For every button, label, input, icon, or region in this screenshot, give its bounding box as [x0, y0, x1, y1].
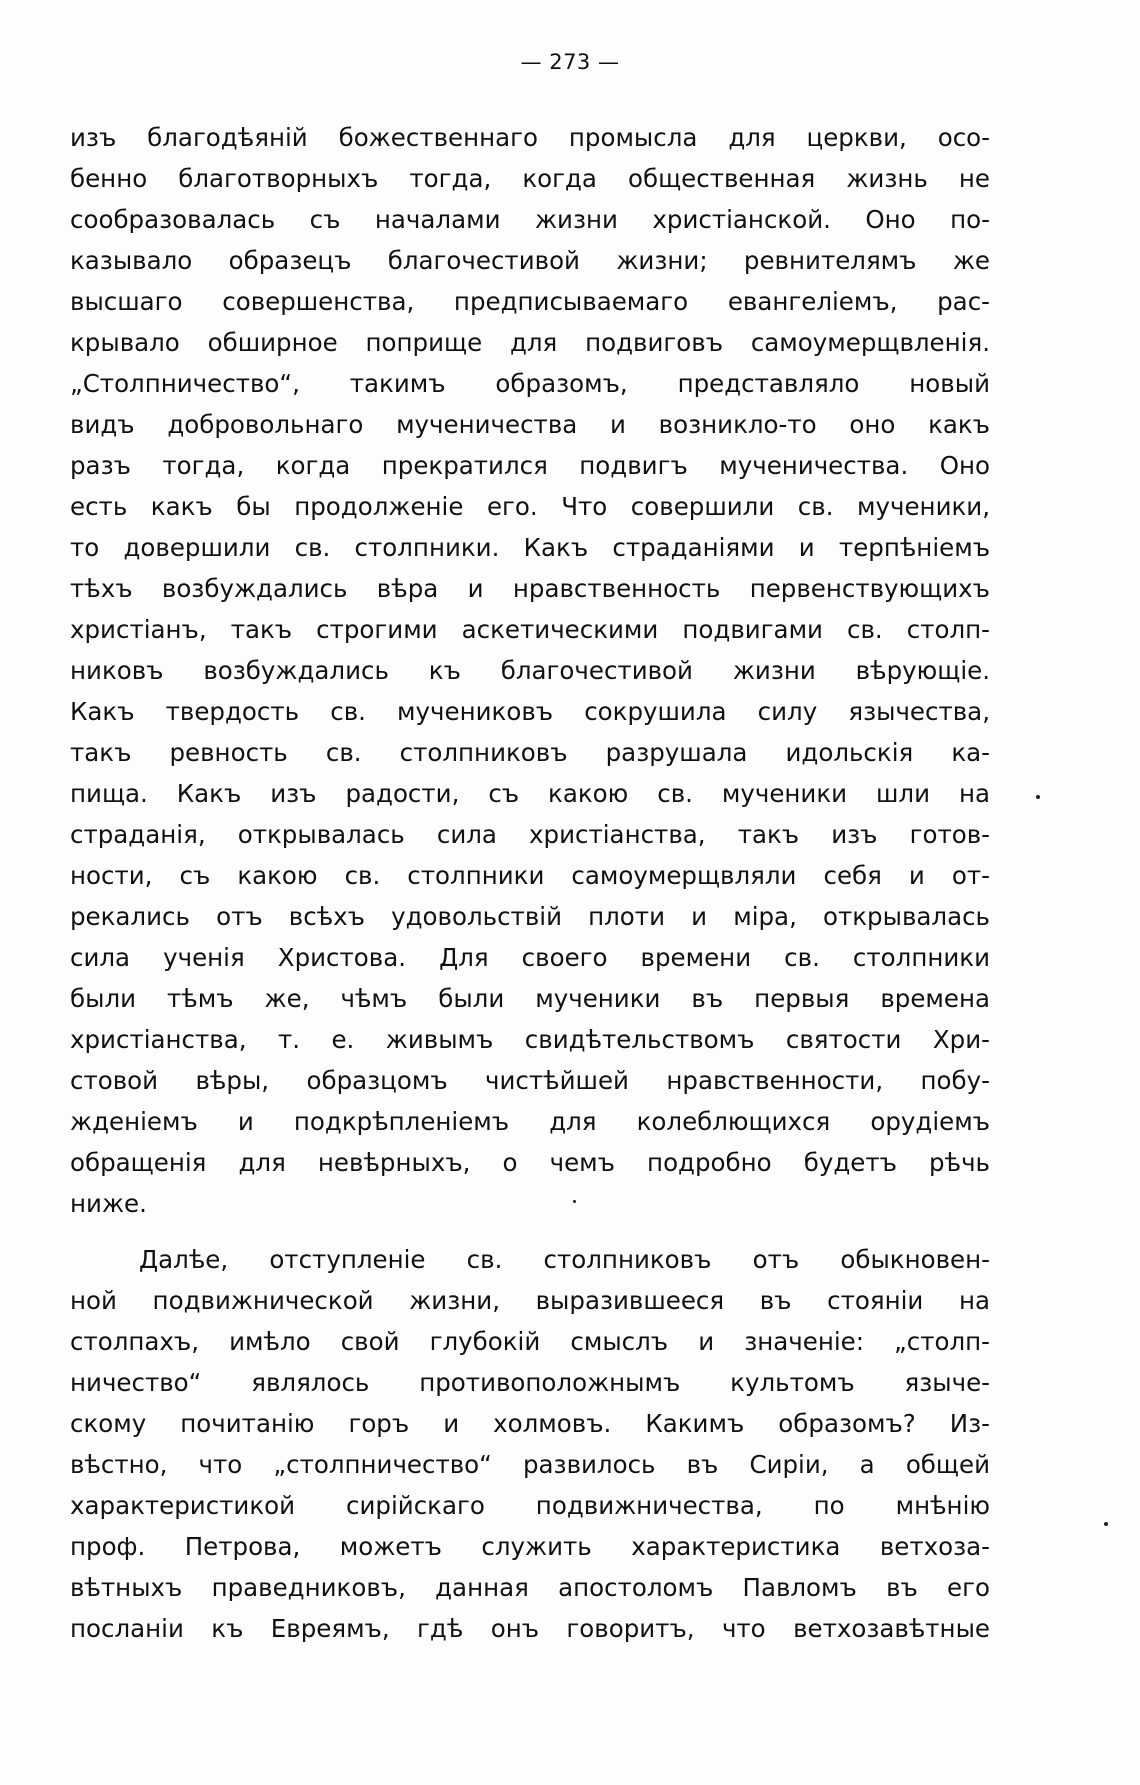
paragraph-spacer [70, 1224, 990, 1239]
text-line: пища. Какъ изъ радости, съ какою св. мученики шли на [70, 779, 990, 808]
text-line: скому почитанію горъ и холмовъ. Какимъ образомъ? Из- [70, 1409, 990, 1438]
text-line: христіанства, т. е. живымъ свидѣтельствомъ святости Хри- [70, 1025, 990, 1054]
text-line: стовой вѣры, образцомъ чистѣйшей нравственности, побу- [70, 1066, 990, 1095]
text-line: казывало образецъ благочестивой жизни; ревнителямъ же [70, 246, 990, 275]
text-line: тѣхъ возбуждались вѣра и нравственность первенствующихъ [70, 574, 990, 603]
text-line: крывало обширное поприще для подвиговъ самоумерщвленія. [70, 328, 990, 357]
scan-speck [573, 1200, 576, 1203]
text-line: посланіи къ Евреямъ, гдѣ онъ говоритъ, что ветхозавѣтные [70, 1614, 990, 1643]
text-line: проф. Петрова, можетъ служить характеристика ветхоза- [70, 1532, 990, 1561]
text-line: Какъ твердость св. мучениковъ сокрушила силу язычества, [70, 697, 990, 726]
text-line: ной подвижнической жизни, выразившееся въ стояніи на [70, 1286, 990, 1315]
text-line: ниже. [70, 1189, 147, 1218]
text-line: „Столпничество“, такимъ образомъ, представляло новый [70, 369, 990, 398]
text-line: высшаго совершенства, предписываемаго евангеліемъ, рас- [70, 287, 990, 316]
text-line: есть какъ бы продолженіе его. Что совершили св. мученики, [70, 492, 990, 521]
scan-speck [1104, 1522, 1108, 1526]
scan-speck [1036, 795, 1040, 799]
text-line: ничество“ являлось противоположнымъ культомъ языче- [70, 1368, 990, 1397]
text-line: сила ученія Христова. Для своего времени св. столпники [70, 943, 990, 972]
text-line: разъ тогда, когда прекратился подвигъ мученичества. Оно [70, 451, 990, 480]
paragraph-1 [70, 117, 990, 1224]
text-line: страданія, открывалась сила христіанства, такъ изъ готов- [70, 820, 990, 849]
text-line: христіанъ, такъ строгими аскетическими подвигами св. столп- [70, 615, 990, 644]
text-line: вѣстно, что „столпничество“ развилось въ Сиріи, а общей [70, 1450, 990, 1479]
text-line: ности, съ какою св. столпники самоумерщвляли себя и от- [70, 861, 990, 890]
text-line: Далѣе, отступленіе св. столпниковъ отъ обыкновен- [139, 1245, 990, 1274]
page-number: — 273 — [520, 50, 620, 74]
text-line: бенно благотворныхъ тогда, когда общественная жизнь не [70, 164, 990, 193]
body-text [70, 117, 990, 1649]
text-line: характеристикой сирійскаго подвижничества, по мнѣнію [70, 1491, 990, 1520]
text-line: обращенія для невѣрныхъ, о чемъ подробно будетъ рѣчь [70, 1148, 990, 1177]
text-line: видъ добровольнаго мученичества и возникло-то оно какъ [70, 410, 990, 439]
text-line: были тѣмъ же, чѣмъ были мученики въ первыя времена [70, 984, 990, 1013]
text-line: никовъ возбуждались къ благочестивой жизни вѣрующіе. [70, 656, 990, 685]
text-line: сообразовалась съ началами жизни христіанской. Оно по- [70, 205, 990, 234]
text-line: такъ ревность св. столпниковъ разрушала идольскія ка- [70, 738, 990, 767]
text-line: то довершили св. столпники. Какъ страданіями и терпѣніемъ [70, 533, 990, 562]
text-line: столпахъ, имѣло свой глубокій смыслъ и значеніе: „столп- [70, 1327, 990, 1356]
text-line: рекались отъ всѣхъ удовольствій плоти и міра, открывалась [70, 902, 990, 931]
text-line: жденіемъ и подкрѣпленіемъ для колеблющихся орудіемъ [70, 1107, 990, 1136]
text-line: изъ благодѣяній божественнаго промысла для церкви, осо- [70, 123, 990, 152]
text-line: вѣтныхъ праведниковъ, данная апостоломъ Павломъ въ его [70, 1573, 990, 1602]
paragraph-2 [70, 1239, 990, 1649]
